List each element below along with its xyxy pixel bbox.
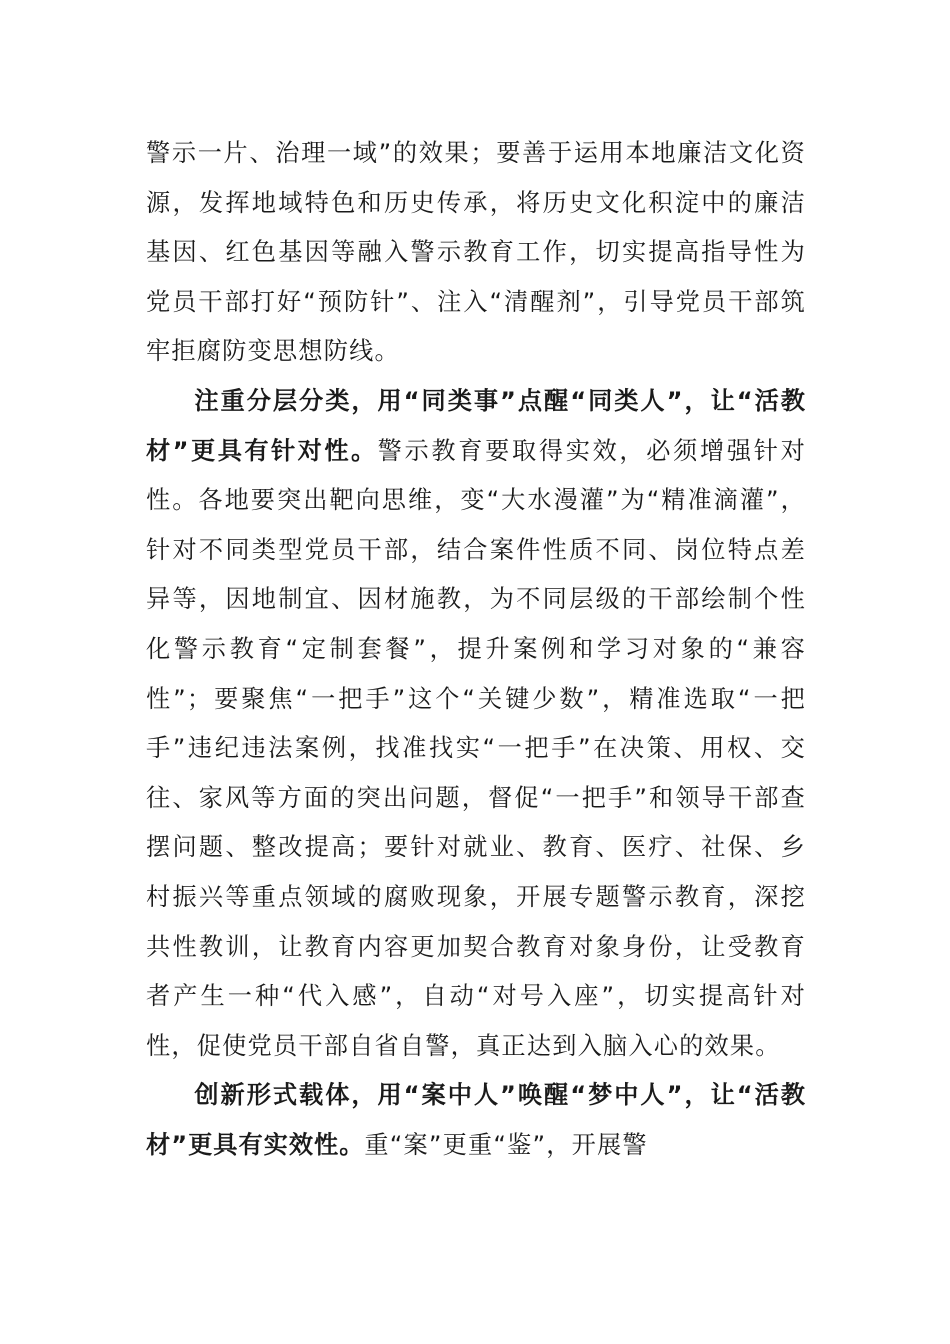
paragraph-text: 警示教育要取得实效，必须增强针对性。各地要突出靶向思维，变“大水漫灌”为“精准滴灌”，针对不同类型党员干部，结合案件性质不同、岗位特点差异等，因地制宜、因材施教，为不同层级的干部绘制个性化警示教育“定制套餐”，提升案例和学习对象的“兼容性”；要聚焦“一把手”这个“关键少数”，精准选取“一把手”违纪违法案例，找准找实“一把手”在决策、用权、交往、家风等方面的突出问题，督促“一把手”和领导干部查摆问题、整改提高；要针对就业、教育、医疗、社保、乡村振兴等重点领域的腐败现象，开展专题警示教育，深挖共性教训，让教育内容更加契合教育对象身份，让受教育者产生一种“代入感”，自动“对号入座”，切实提高针对性，促使党员干部自省自警，真正达到入脑入心的效果。	[146, 436, 806, 1060]
document-body	[146, 129, 806, 1170]
paragraph-text: 重“案”更重“鉴”，开展警	[364, 1130, 648, 1159]
paragraph-continuation	[146, 129, 806, 377]
paragraph-heading: 创新形式载体，用“案中人”唤醒“梦中人”，让“活教材”更具有实效性。	[146, 1081, 806, 1159]
paragraph-heading: 注重分层分类，用“同类事”点醒“同类人”，让“活教材”更具有针对性。	[146, 386, 806, 465]
paragraph-innovation	[146, 1071, 806, 1170]
paragraph-targeting	[146, 377, 806, 1071]
paragraph-text: 警示一片、治理一域”的效果；要善于运用本地廉洁文化资源，发挥地域特色和历史传承，将历史文化积淀中的廉洁基因、红色基因等融入警示教育工作，切实提高指导性为党员干部打好“预防针”、注入“清醒剂”，引导党员干部筑牢拒腐防变思想防线。	[146, 139, 806, 366]
